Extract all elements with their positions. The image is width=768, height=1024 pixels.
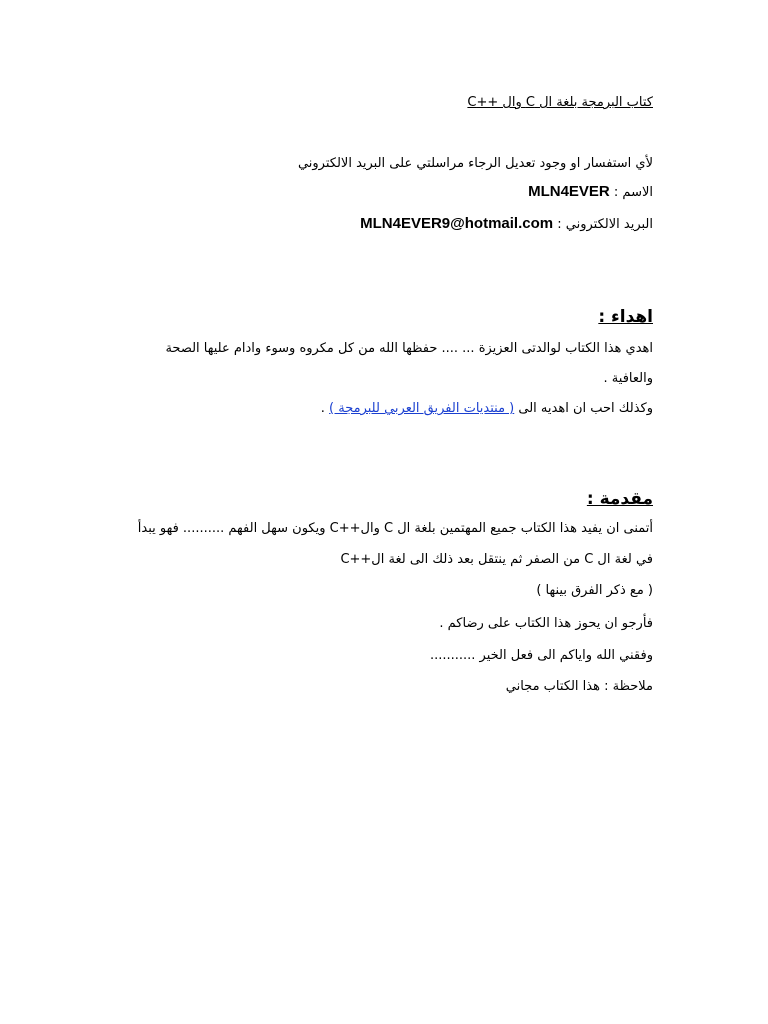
introduction-heading: مقدمة : [586,489,653,509]
introduction-line-1: أتمنى ان يفيد هذا الكتاب جميع المهتمين بلغة ال C وال++C ويكون سهل الفهم .......... فهو يبدأ [137,521,653,536]
dedication-line-3-suffix: . [320,401,325,416]
email-value: MLN4EVER9@hotmail.com [360,215,554,232]
contact-email-row [360,215,653,234]
introduction-line-3: ( مع ذكر الفرق بينها ) [536,583,653,598]
dedication-line-2: والعافية . [603,371,653,386]
name-value: MLN4EVER [528,183,610,200]
dedication-line-1: اهدي هذا الكتاب لوالدتى العزيزة ... .... حفظها الله من كل مكروه وسوء وادام عليها الصحة [165,341,653,356]
introduction-note: ملاحظة : هذا الكتاب مجاني [505,679,653,694]
dedication-line-3 [321,400,653,418]
document-title: كتاب البرمجة بلغة ال C وال ++C [467,95,653,110]
contact-name-row [528,183,653,202]
dedication-line-3-prefix: وكذلك احب ان اهديه الى [518,401,653,416]
dedication-heading: اهداء : [598,307,653,327]
name-label: الاسم : [613,185,653,200]
email-label: البريد الالكتروني : [557,217,653,232]
introduction-line-2: في لغة ال C من الصفر ثم ينتقل بعد ذلك الى لغة ال++C [340,552,653,567]
contact-intro: لأي استفسار او وجود تعديل الرجاء مراسلتي على البريد الالكتروني [297,156,653,171]
introduction-line-4: فأرجو ان يحوز هذا الكتاب على رضاكم . [439,616,653,631]
forum-link[interactable]: ( منتديات الفريق العربي للبرمجة ) [329,401,515,416]
introduction-line-5: وفقني الله واياكم الى فعل الخير ........... [429,648,653,663]
